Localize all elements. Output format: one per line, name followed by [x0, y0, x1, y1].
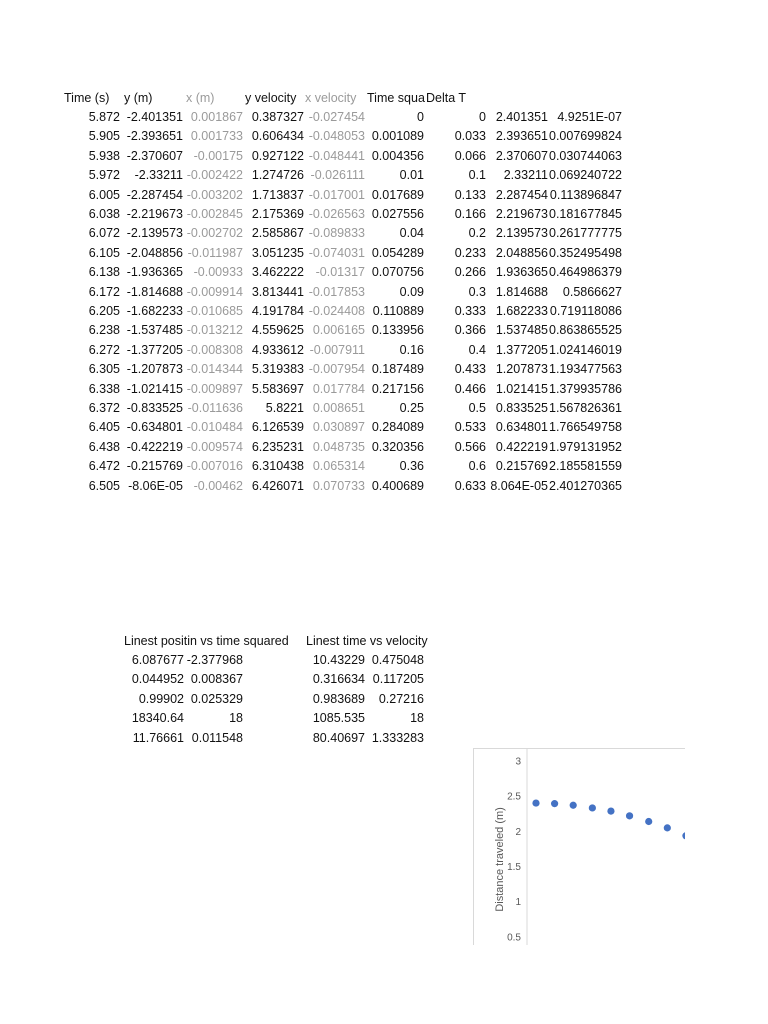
table-cell[interactable]: 0.466 [454, 381, 486, 396]
linest-cell[interactable]: 0.008367 [190, 672, 243, 687]
table-cell[interactable]: 3.813441 [251, 284, 304, 299]
table-cell[interactable]: 5.905 [88, 129, 120, 144]
table-cell[interactable]: 0.366 [454, 323, 486, 338]
table-cell[interactable]: -1.682233 [126, 304, 183, 318]
table-cell[interactable]: -0.003202 [186, 187, 243, 202]
table-cell[interactable]: -1.021415 [126, 381, 183, 396]
y-tick-label: 3 [515, 756, 521, 768]
table-cell[interactable]: -2.401351 [126, 110, 183, 124]
table-cell[interactable]: -2.219673 [126, 207, 183, 221]
table-cell[interactable]: 0.3 [468, 284, 486, 299]
y-tick-label: 2 [515, 826, 521, 838]
table-cell[interactable]: -2.370607 [126, 148, 183, 163]
table-cell[interactable]: 0.833525 [495, 401, 548, 415]
table-cell[interactable]: 1.024146019 [549, 342, 622, 357]
table-cell[interactable]: 0.166 [454, 207, 486, 221]
linest-cell[interactable]: 80.40697 [312, 730, 365, 745]
linest-cell[interactable]: 10.43229 [312, 653, 365, 667]
table-cell[interactable]: 1.379935786 [549, 381, 622, 396]
linest-cell[interactable]: 0.044952 [131, 672, 184, 687]
linest-cell[interactable]: 0.117205 [372, 672, 424, 687]
table-cell[interactable]: -0.017853 [308, 284, 365, 299]
table-cell[interactable]: -0.011987 [187, 245, 243, 260]
table-cell[interactable]: -0.002702 [186, 226, 243, 241]
table-cell[interactable]: 0.001867 [190, 110, 243, 124]
table-cell[interactable]: 0.352495498 [549, 245, 622, 260]
table-cell[interactable]: 2.048856 [495, 245, 548, 260]
y-tick-label: 1 [515, 897, 521, 909]
table-cell[interactable]: 6.338 [88, 381, 120, 396]
table-cell[interactable]: 3.462222 [251, 265, 304, 280]
table-cell[interactable]: -0.422219 [126, 439, 183, 454]
table-cell[interactable]: 6.426071 [251, 478, 304, 493]
table-cell[interactable]: 0.284089 [371, 420, 424, 435]
table-cell[interactable]: 0.4 [468, 342, 486, 357]
column-header[interactable]: x velocity [305, 91, 357, 105]
table-cell[interactable]: 0.017689 [371, 187, 424, 202]
linest-cell[interactable]: 18 [229, 711, 243, 726]
table-cell[interactable]: -1.377205 [126, 342, 183, 357]
table-cell[interactable]: 0.065314 [312, 459, 365, 474]
data-point[interactable] [607, 807, 614, 814]
table-cell[interactable]: -2.287454 [126, 187, 183, 202]
table-cell[interactable]: 0.048735 [312, 439, 365, 454]
table-cell[interactable]: -0.017001 [308, 187, 365, 202]
table-cell[interactable]: -0.008308 [186, 342, 243, 357]
table-cell[interactable]: 1.207873 [495, 362, 548, 377]
linest-cell[interactable]: 11.76661 [132, 730, 184, 745]
table-cell[interactable]: 6.072 [88, 226, 120, 241]
table-cell[interactable]: -0.002422 [186, 168, 243, 183]
table-cell[interactable]: 5.872 [88, 110, 120, 124]
table-cell[interactable]: -0.009914 [186, 284, 243, 299]
table-cell[interactable]: 2.401351 [495, 110, 548, 124]
table-cell[interactable]: 6.272 [88, 342, 120, 357]
table-cell[interactable]: -0.048053 [308, 129, 365, 144]
table-cell[interactable]: -2.33211 [134, 168, 183, 183]
table-cell[interactable]: 0.266 [454, 265, 486, 280]
table-cell[interactable]: 0.007699824 [549, 129, 622, 144]
table-cell[interactable]: -0.026563 [308, 207, 365, 221]
table-cell[interactable]: 6.305 [88, 362, 120, 377]
table-cell[interactable]: -1.814688 [126, 284, 183, 299]
table-cell[interactable]: 3.051235 [251, 245, 304, 260]
data-point[interactable] [532, 799, 539, 806]
column-header[interactable]: y velocity [245, 91, 297, 105]
table-cell[interactable]: 1.682233 [495, 304, 548, 318]
table-cell[interactable]: -0.027454 [308, 110, 365, 124]
table-cell[interactable]: 0 [479, 110, 486, 124]
data-point[interactable] [664, 824, 671, 831]
distance-chart[interactable] [473, 748, 685, 945]
table-cell[interactable]: 0.113896847 [549, 187, 622, 202]
table-cell[interactable]: 0.070733 [312, 478, 365, 493]
table-cell[interactable]: 6.172 [88, 284, 120, 299]
table-cell[interactable]: -0.024408 [308, 304, 365, 318]
data-point[interactable] [589, 804, 596, 811]
linest-cell[interactable]: 0.011548 [191, 730, 243, 745]
table-cell[interactable]: -0.009574 [186, 439, 243, 454]
table-cell[interactable]: 1.979131952 [549, 439, 622, 454]
linest-cell[interactable]: 1085.535 [312, 711, 365, 726]
table-cell[interactable]: -8.06E-05 [128, 478, 183, 493]
table-cell[interactable]: 0.110889 [372, 304, 424, 318]
table-cell[interactable]: 6.472 [88, 459, 120, 474]
table-cell[interactable]: 6.438 [88, 439, 120, 454]
data-point[interactable] [682, 832, 685, 839]
table-cell[interactable]: 0.030744063 [549, 148, 622, 163]
table-cell[interactable]: -0.002845 [186, 207, 243, 221]
table-cell[interactable]: 0.04 [399, 226, 424, 241]
table-cell[interactable]: 1.567826361 [549, 401, 622, 415]
table-cell[interactable]: 6.138 [88, 265, 120, 280]
table-cell[interactable]: -0.048441 [308, 148, 365, 163]
table-cell[interactable]: -0.007911 [309, 342, 365, 357]
table-cell[interactable]: 1.537485 [495, 323, 548, 338]
table-cell[interactable]: 0.030897 [312, 420, 365, 435]
table-cell[interactable]: 5.938 [88, 148, 120, 163]
table-cell[interactable]: 2.401270365 [549, 478, 622, 493]
table-cell[interactable]: 2.393651 [495, 129, 548, 144]
table-cell[interactable]: 6.005 [88, 187, 120, 202]
table-cell[interactable]: 5.319383 [251, 362, 304, 377]
table-cell[interactable]: 0.5866627 [562, 284, 622, 299]
table-cell[interactable]: -0.010685 [186, 304, 243, 318]
table-cell[interactable]: 6.405 [88, 420, 120, 435]
table-cell[interactable]: 6.235231 [251, 439, 304, 454]
table-cell[interactable]: 0.400689 [371, 478, 424, 493]
table-cell[interactable]: 0.387327 [251, 110, 304, 124]
y-tick-label: 2.5 [507, 791, 521, 803]
column-header[interactable]: Time (s) [64, 91, 110, 105]
linest-cell[interactable]: 18 [410, 711, 424, 726]
table-cell[interactable]: 0.422219 [495, 439, 548, 454]
table-cell[interactable]: -0.011636 [187, 401, 243, 415]
table-cell[interactable]: -0.013212 [186, 323, 243, 338]
table-cell[interactable]: 2.175369 [251, 207, 304, 221]
table-cell[interactable]: -2.048856 [126, 245, 183, 260]
linest-cell[interactable]: 0.27216 [378, 691, 424, 706]
table-cell[interactable]: 0.027556 [371, 207, 424, 221]
table-cell[interactable]: 1.021415 [495, 381, 548, 396]
table-cell[interactable]: 0.006165 [312, 323, 365, 338]
table-cell[interactable]: -1.936365 [126, 265, 183, 280]
table-cell[interactable]: 0.433 [454, 362, 486, 377]
data-point[interactable] [551, 800, 558, 807]
table-cell[interactable]: -0.010484 [186, 420, 243, 435]
table-cell[interactable]: 0.566 [454, 439, 486, 454]
linest-cell[interactable]: 0.99902 [138, 691, 184, 706]
table-cell[interactable]: -1.537485 [126, 323, 183, 338]
table-cell[interactable]: -0.007954 [308, 362, 365, 377]
table-cell[interactable]: 1.936365 [495, 265, 548, 280]
table-cell[interactable]: 0.863865525 [549, 323, 622, 338]
table-cell[interactable]: 0.464986379 [549, 265, 622, 280]
table-cell[interactable]: 5.583697 [251, 381, 304, 396]
table-cell[interactable]: 4.9251E-07 [557, 110, 622, 124]
table-cell[interactable]: 1.193477563 [549, 362, 622, 377]
table-cell[interactable]: -0.007016 [186, 459, 243, 474]
table-cell[interactable]: 0.069240722 [549, 168, 622, 183]
table-cell[interactable]: 4.559625 [251, 323, 304, 338]
table-cell[interactable]: 6.038 [88, 207, 120, 221]
table-cell[interactable]: 0.017784 [312, 381, 365, 396]
column-header[interactable]: Delta T [426, 91, 467, 105]
data-point[interactable] [570, 802, 577, 809]
table-cell[interactable]: 0.233 [454, 245, 486, 260]
linest-cell[interactable]: 0.025329 [190, 691, 243, 706]
table-cell[interactable]: 8.064E-05 [490, 478, 548, 493]
table-cell[interactable]: 0.001733 [190, 129, 243, 144]
table-cell[interactable]: 0.320356 [371, 439, 424, 454]
table-cell[interactable]: 0.004356 [371, 148, 424, 163]
table-cell[interactable]: 0.261777775 [549, 226, 622, 241]
table-cell[interactable]: 0.001089 [371, 129, 424, 144]
table-cell[interactable]: 2.370607 [495, 148, 548, 163]
table-cell[interactable]: 0.36 [399, 459, 424, 474]
table-cell[interactable]: 6.205 [88, 304, 120, 318]
table-cell[interactable]: -0.215769 [126, 459, 183, 474]
table-cell[interactable]: 4.191784 [251, 304, 304, 318]
table-cell[interactable]: 6.238 [88, 323, 120, 338]
table-cell[interactable]: -0.00462 [193, 478, 243, 493]
table-cell[interactable]: 4.933612 [251, 342, 304, 357]
chart-svg [474, 749, 685, 945]
table-cell[interactable]: 0.927122 [251, 148, 304, 163]
table-cell[interactable]: -1.207873 [126, 362, 183, 377]
table-cell[interactable]: 0.217156 [371, 381, 424, 396]
table-cell[interactable]: 0.09 [399, 284, 424, 299]
table-cell[interactable]: 0.181677845 [549, 207, 622, 221]
table-cell[interactable]: -0.014344 [186, 362, 243, 377]
table-cell[interactable]: -0.01317 [315, 265, 365, 280]
linest-cell[interactable]: -2.377968 [186, 653, 243, 667]
data-point[interactable] [645, 818, 652, 825]
table-cell[interactable]: 1.274726 [251, 168, 304, 183]
table-cell[interactable]: 6.105 [88, 245, 120, 260]
table-cell[interactable]: 1.377205 [495, 342, 548, 357]
table-cell[interactable]: -0.00933 [193, 265, 243, 280]
table-cell[interactable]: 0.01 [399, 168, 424, 183]
table-cell[interactable]: 0.719118086 [549, 304, 622, 318]
table-cell[interactable]: 2.33211 [503, 168, 548, 183]
linest-cell[interactable]: 18340.64 [131, 711, 184, 726]
table-cell[interactable]: 0.054289 [371, 245, 424, 260]
linest-cell[interactable]: 6.087677 [131, 653, 184, 667]
table-cell[interactable]: 1.766549758 [549, 420, 622, 435]
linest-cell[interactable]: 0.316634 [312, 672, 365, 687]
table-cell[interactable]: 2.185581559 [549, 459, 622, 474]
column-header[interactable]: x (m) [186, 91, 215, 105]
table-cell[interactable]: 6.505 [88, 478, 120, 493]
table-cell[interactable]: -2.393651 [126, 129, 183, 144]
table-cell[interactable]: -0.833525 [126, 401, 183, 415]
table-cell[interactable]: 0.133 [454, 187, 486, 202]
table-cell[interactable]: 0.5 [468, 401, 486, 415]
table-cell[interactable]: -0.089833 [308, 226, 365, 241]
column-header[interactable]: y (m) [124, 91, 153, 105]
linest-title: Linest positin vs time squared [124, 634, 289, 648]
table-cell[interactable]: 2.139573 [495, 226, 548, 241]
table-cell[interactable]: 0.2 [468, 226, 486, 241]
linest-title: Linest time vs velocity [306, 634, 428, 648]
y-tick-label: 0.5 [507, 932, 521, 944]
table-cell[interactable]: -0.009897 [186, 381, 243, 396]
table-cell[interactable]: 0.606434 [251, 129, 304, 144]
table-cell[interactable]: 0.070756 [371, 265, 424, 280]
table-cell[interactable]: 0.16 [399, 342, 424, 357]
table-cell[interactable]: 0.6 [468, 459, 486, 474]
table-cell[interactable]: 0.187489 [371, 362, 424, 377]
table-cell[interactable]: 5.972 [88, 168, 120, 183]
table-cell[interactable]: 0.633 [454, 478, 486, 493]
table-cell[interactable]: 0.533 [454, 420, 486, 435]
table-cell[interactable]: 1.814688 [495, 284, 548, 299]
table-cell[interactable]: 6.310438 [251, 459, 304, 474]
table-cell[interactable]: 0.333 [454, 304, 486, 318]
table-cell[interactable]: 0.634801 [495, 420, 548, 435]
table-cell[interactable]: 0.25 [399, 401, 424, 415]
table-cell[interactable]: 0.133956 [371, 323, 424, 338]
y-axis-title: Distance traveled (m) [494, 807, 506, 912]
table-cell[interactable]: 2.585867 [251, 226, 304, 241]
table-cell[interactable]: 2.287454 [495, 187, 548, 202]
table-cell[interactable]: -0.634801 [126, 420, 183, 435]
table-cell[interactable]: 0 [417, 110, 424, 124]
table-cell[interactable]: 6.126539 [251, 420, 304, 435]
column-header[interactable]: Time squa [367, 91, 425, 105]
table-cell[interactable]: 0.066 [454, 148, 486, 163]
table-cell[interactable]: 6.372 [88, 401, 120, 415]
table-cell[interactable]: 0.033 [454, 129, 486, 144]
table-cell[interactable]: -0.074031 [308, 245, 365, 260]
table-cell[interactable]: 0.1 [468, 168, 486, 183]
table-cell[interactable]: 0.008651 [312, 401, 365, 415]
table-cell[interactable]: 5.8221 [265, 401, 304, 415]
table-cell[interactable]: 0.215769 [495, 459, 548, 474]
data-point[interactable] [626, 812, 633, 819]
y-tick-label: 1.5 [507, 861, 521, 873]
table-cell[interactable]: -2.139573 [126, 226, 183, 241]
linest-cell[interactable]: 1.333283 [371, 730, 424, 745]
linest-cell[interactable]: 0.983689 [312, 691, 365, 706]
linest-cell[interactable]: 0.475048 [371, 653, 424, 667]
table-cell[interactable]: -0.00175 [193, 148, 243, 163]
table-cell[interactable]: 2.219673 [495, 207, 548, 221]
table-cell[interactable]: 1.713837 [251, 187, 304, 202]
table-cell[interactable]: -0.026111 [310, 168, 365, 183]
